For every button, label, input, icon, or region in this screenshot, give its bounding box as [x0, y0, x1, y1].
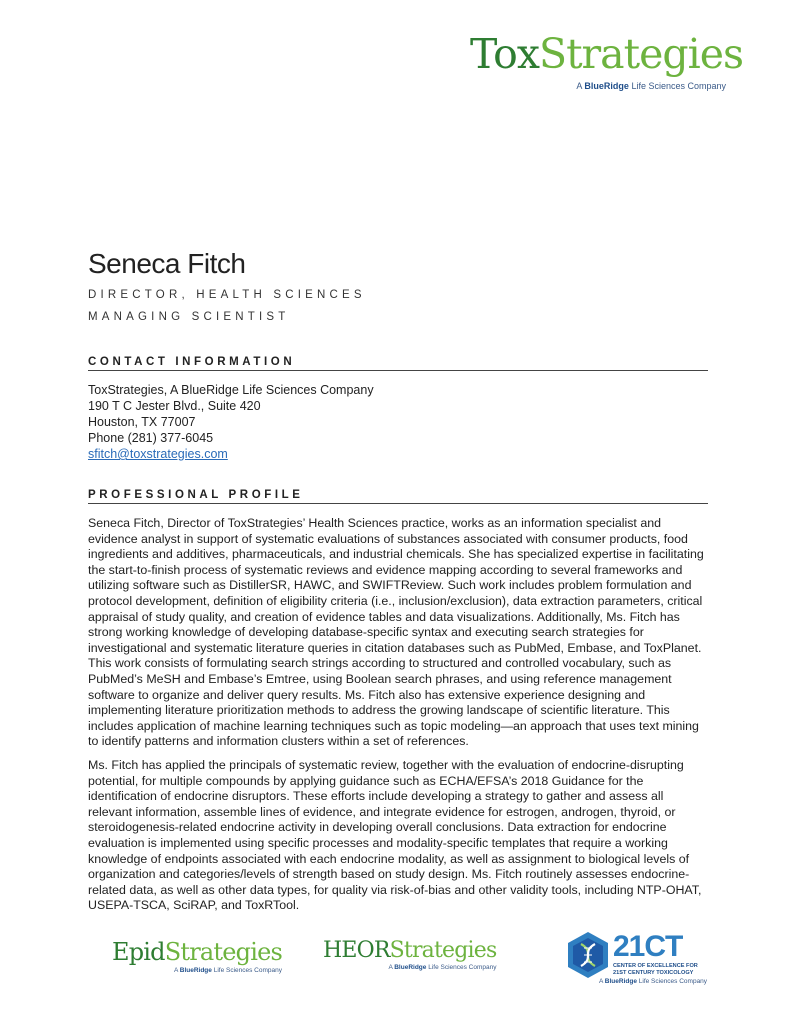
person-name: Seneca Fitch: [88, 248, 246, 279]
logo-wordmark: ToxStrategies: [470, 30, 743, 78]
contact-block: [88, 382, 374, 462]
toxstrategies-logo: [470, 30, 743, 91]
21ct-tagline: A BlueRidge Life Sciences Company: [599, 978, 708, 985]
contact-heading: CONTACT INFORMATION: [88, 356, 708, 371]
contact-phone: Phone (281) 377-6045: [88, 431, 214, 445]
epidstrategies-logo: EpidStrategies A BlueRidge Life Sciences Company: [112, 938, 283, 974]
logo-tagline: A BlueRidge Life Sciences Company: [576, 81, 726, 91]
21ct-logo: [565, 930, 708, 990]
21ct-descriptor: CENTER OF EXCELLENCE FOR 21ST CENTURY TOXICOLOGY: [613, 963, 698, 976]
heor-tagline: A BlueRidge Life Sciences Company: [388, 964, 497, 971]
person-title-primary: DIRECTOR, HEALTH SCIENCES: [88, 289, 366, 301]
contact-address-line2: Houston, TX 77007: [88, 415, 196, 429]
contact-address-line1: 190 T C Jester Blvd., Suite 420: [88, 399, 261, 413]
profile-paragraph-2: Ms. Fitch has applied the principals of systematic review, together with the evaluation of endocrine-disrupting potential, for multiple compounds by applying guidance such as ECHA/EFSA’s 2018 Guidance for the identification of endocrine disruptors. These efforts include developing a strategy to gather and assess all relevant information, assemble lines of evidence, and integrate evidence for estrogen, androgen, thyroid, or steroidogenesis-related endocrine activity in developing overall conclusions. Data extraction for endocrine evaluation is implemented using specific processes and modality-specific templates that require a working knowledge of endpoints associated with each endocrine modality, as well as assignment to biological levels of organization and categories/levels of strength based on study design. Ms. Fitch routinely assesses endocrine-related data, as well as other data types, for quality via risk-of-bias and other validity tools, including NTP-OHAT, USEPA-TSCA, SciRAP, and ToxRTool.: [88, 758, 702, 913]
21ct-wordmark: 21CT: [613, 930, 683, 963]
contact-company: ToxStrategies, A BlueRidge Life Sciences Company: [88, 383, 374, 397]
dna-hexagon-icon: [565, 930, 611, 980]
person-title-secondary: MANAGING SCIENTIST: [88, 311, 290, 323]
contact-email-link[interactable]: sfitch@toxstrategies.com: [88, 447, 228, 461]
profile-heading: PROFESSIONAL PROFILE: [88, 489, 708, 504]
profile-paragraph-1: Seneca Fitch, Director of ToxStrategies’ Health Sciences practice, works as an information specialist and evidence analyst in support of systematic evaluations of substances associated with consumer products, food ingredients and additives, pharmaceuticals, and industrial chemicals. She has specialized expertise in facilitating the start-to-finish process of systematic reviews and evidence mapping according to several frameworks and utilizing software such as DistillerSR, HAWC, and SWIFTReview. Such work includes problem formulation and protocol development, definition of eligibility criteria (i.e., inclusion/exclusion), data extraction parameters, critical appraisal of study quality, and creation of evidence tables and data visualizations. Additionally, Ms. Fitch has strong working knowledge of developing database-specific syntax and executing search strategies for investigational and systematic literature queries in citation databases such as PubMed, Embase, and ToxPlanet. This work consists of formulating search strings according to structured and controlled vocabulary, such as PubMed’s MeSH and Embase’s Emtree, using Boolean search phrases, and using reference management software to organize and deliver query results. Ms. Fitch also has extensive experience designing and implementing literature prioritization methods to address the growing landscape of scientific literature. This includes application of machine learning techniques such as topic modeling—an approach that uses text mining to identify patterns and information clusters within a set of references.: [88, 516, 704, 749]
epid-tagline: A BlueRidge Life Sciences Company: [173, 967, 283, 974]
heorstrategies-logo: HEORStrategies A BlueRidge Life Sciences Company: [323, 938, 497, 971]
